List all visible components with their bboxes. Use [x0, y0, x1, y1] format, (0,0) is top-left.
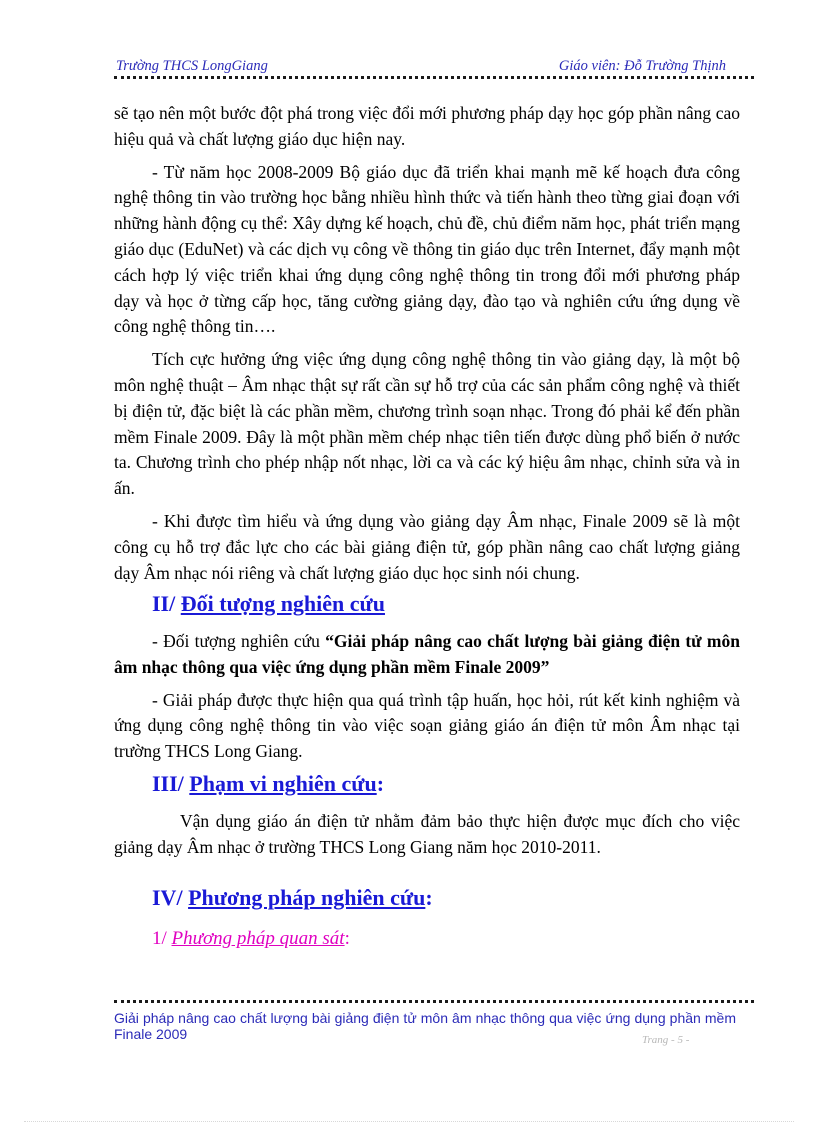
header-teacher: Giáo viên: Đỗ Trường Thịnh — [558, 58, 726, 74]
section-2-body — [114, 629, 740, 772]
page-edge-divider — [24, 1121, 794, 1122]
paragraph: Vận dụng giáo án điện tử nhằm đảm bảo thực hiện được mục đích cho việc giảng dạy Âm nhạc ở trường THCS Long Giang năm học 2010-2011. — [114, 811, 740, 857]
paragraph-prefix: - Đối tượng nghiên cứu — [152, 631, 326, 651]
paragraph: - Từ năm học 2008-2009 Bộ giáo dục đã triển khai mạnh mẽ kế hoạch đưa công nghệ thông tin vào trường học bằng nhiều hình thức và tiến hành theo từng giai đoạn với những hành động cụ thể: Xây dựng kế hoạch, chủ đề, chủ điểm năm học, phát triển mạng giáo dục (EduNet) và các dịch vụ công về thông tin giáo dục trên Internet, đẩy mạnh một cách hợp lý việc triển khai ứng dụng công nghệ thông tin trong đổi mới phương pháp dạy và học ở từng cấp học, tăng cường giảng dạy, đào tạo và nghiên cứu ứng dụng về công nghệ thông tin…. — [114, 161, 740, 337]
paragraph: sẽ tạo nên một bước đột phá trong việc đổi mới phương pháp dạy học góp phần nâng cao hiệu quả và chất lượng giáo dục hiện nay. — [114, 103, 740, 149]
subsection-heading — [152, 928, 350, 950]
section-heading-3 — [152, 771, 384, 797]
header-school: Trường THCS LongGiang — [116, 58, 268, 74]
paragraph — [114, 629, 740, 681]
section-number: III/ — [152, 771, 184, 796]
section-heading-2 — [152, 591, 385, 617]
subsection-title: Phương pháp quan sát — [171, 928, 345, 949]
section-title: Phạm vi nghiên cứu — [189, 771, 377, 796]
paragraph: - Khi được tìm hiểu và ứng dụng vào giảng dạy Âm nhạc, Finale 2009 sẽ là một công cụ hỗ trợ đắc lực cho các bài giảng điện tử, góp phần nâng cao chất lượng giảng dạy Âm nhạc nói riêng và chất lượng giáo dục học sinh nói chung. — [114, 510, 740, 583]
section-colon: : — [376, 771, 385, 796]
section-heading-4 — [152, 885, 433, 911]
paragraph: - Giải pháp được thực hiện qua quá trình tập huấn, học hỏi, rút kết kinh nghiệm và ứng dụng công nghệ thông tin vào việc soạn giảng giáo án điện tử môn Âm nhạc tại trường THCS Long Giang. — [114, 689, 740, 762]
section-number: II/ — [152, 591, 176, 616]
footer-divider — [114, 1000, 754, 1003]
section-3-body — [114, 809, 740, 868]
header-divider — [114, 76, 754, 79]
section-colon: : — [425, 885, 433, 910]
page-header — [114, 58, 732, 78]
subsection-number: 1/ — [152, 928, 167, 949]
section-title: Phương pháp nghiên cứu — [188, 885, 426, 910]
subsection-colon: : — [344, 928, 350, 949]
footer-text: Giải pháp nâng cao chất lượng bài giảng điện tử môn âm nhạc thông qua việc ứng dụng phần mềm Finale 2009 — [114, 1010, 736, 1042]
paragraph-bold-quote: “Giải pháp nâng cao chất lượng bài giảng điện tử môn âm nhạc thông qua việc ứng dụng phần mềm Finale 2009” — [114, 631, 740, 677]
paragraph: Tích cực hưởng ứng việc ứng dụng công nghệ thông tin vào giảng dạy, là một bộ môn nghệ thuật – Âm nhạc thật sự rất cần sự hỗ trợ của các sản phẩm công nghệ và thiết bị điện tử, đặc biệt là các phần mềm, chương trình soạn nhạc. Trong đó phải kể đến phần mềm Finale 2009. Đây là một phần mềm chép nhạc tiên tiến được dùng phổ biến ở nước ta. Chương trình cho phép nhập nốt nhạc, lời ca và các ký hiệu âm nhạc, chỉnh sửa và in ấn. — [114, 349, 740, 499]
section-title: Đối tượng nghiên cứu — [180, 591, 385, 616]
intro-body — [114, 101, 740, 593]
page-number: Trang - 5 - — [642, 1034, 690, 1046]
section-number: IV/ — [152, 885, 183, 910]
